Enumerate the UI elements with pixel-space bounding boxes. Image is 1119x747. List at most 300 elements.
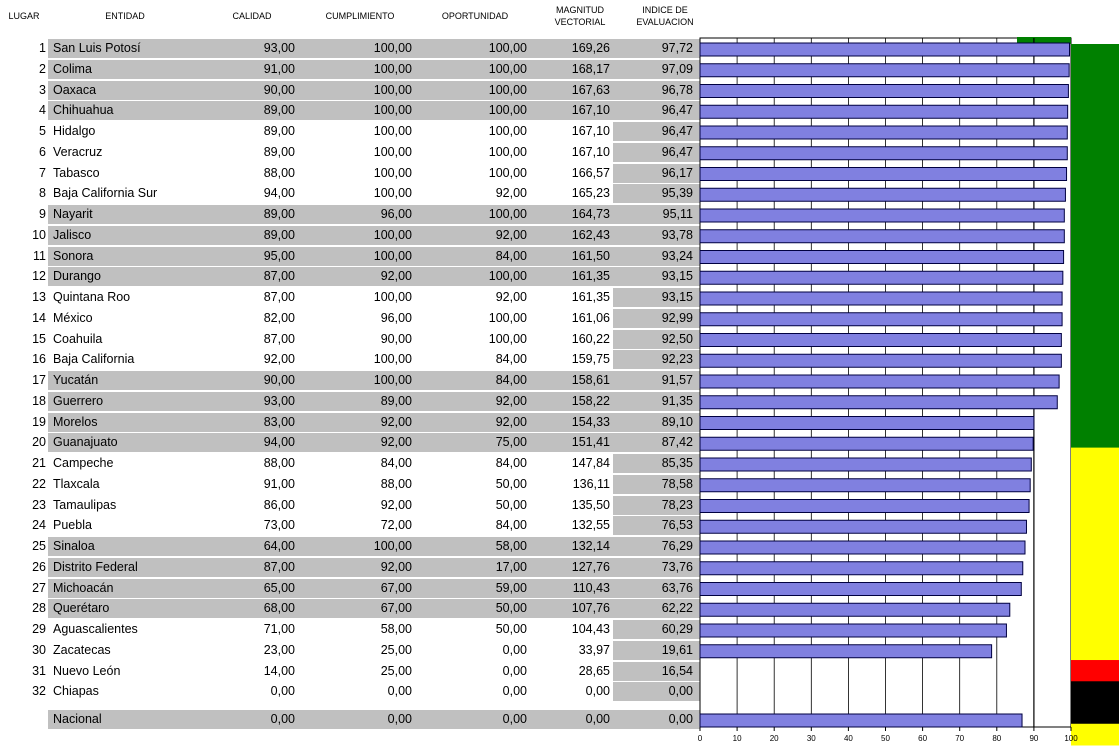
cell-lugar: 2 <box>39 61 46 76</box>
bar <box>700 43 1070 56</box>
cell-magnitud: 162,43 <box>571 227 610 242</box>
cell-indice: 0,00 <box>668 684 693 699</box>
cell-calidad: 89,00 <box>263 227 295 242</box>
cell-indice: 95,39 <box>661 186 693 201</box>
status-cell <box>1071 86 1119 108</box>
cell-lugar: 6 <box>39 144 46 159</box>
cell-lugar: 12 <box>32 269 46 284</box>
cell-oportunidad: 92,00 <box>495 227 527 242</box>
cell-indice: 92,99 <box>661 310 693 325</box>
bar <box>700 437 1033 450</box>
status-cell <box>1071 639 1119 661</box>
cell-oportunidad: 50,00 <box>495 497 527 512</box>
cell-calidad: 91,00 <box>263 61 295 76</box>
cell-lugar: 8 <box>39 186 46 201</box>
cell-magnitud: 167,10 <box>571 124 610 138</box>
status-cell <box>1071 469 1119 491</box>
cell-cumplimiento: 100,00 <box>373 539 412 553</box>
status-cell <box>1071 405 1119 427</box>
cell-magnitud: 107,76 <box>571 601 610 616</box>
cell-lugar: 10 <box>32 227 46 242</box>
cell-calidad: 73,00 <box>263 518 295 533</box>
cell-lugar: 18 <box>32 393 46 408</box>
cell-oportunidad: 50,00 <box>495 622 527 636</box>
cell-lugar: 13 <box>32 290 46 304</box>
cell-cumplimiento: 92,00 <box>380 414 412 429</box>
cell-oportunidad: 59,00 <box>495 580 527 595</box>
bar <box>700 334 1061 347</box>
cell-indice: 96,47 <box>661 103 693 118</box>
cell-calidad: 93,00 <box>263 41 295 55</box>
cell-entidad: Veracruz <box>53 144 103 159</box>
x-tick-label: 60 <box>918 734 928 743</box>
cell-cumplimiento: 67,00 <box>380 601 412 616</box>
cell-magnitud: 159,75 <box>571 352 610 367</box>
bar <box>700 126 1067 139</box>
cell-lugar: 25 <box>32 539 46 553</box>
cell-entidad: Zacatecas <box>53 642 111 657</box>
cell-cumplimiento: 72,00 <box>380 518 412 533</box>
cell-magnitud: 132,14 <box>571 539 610 553</box>
cell-magnitud: 154,33 <box>571 414 610 429</box>
cell-calidad: 65,00 <box>263 580 295 595</box>
cell-cumplimiento: 100,00 <box>373 124 412 138</box>
cell-magnitud: 132,55 <box>571 518 610 533</box>
cell-cumplimiento: 92,00 <box>380 269 412 284</box>
x-tick-label: 30 <box>806 734 816 743</box>
cell-indice: 78,23 <box>661 497 693 512</box>
cell-lugar: 14 <box>32 310 46 325</box>
cell-calidad: 88,00 <box>263 456 295 470</box>
bar <box>700 500 1029 513</box>
cell-entidad: Colima <box>53 61 92 76</box>
status-cell <box>1071 341 1119 363</box>
header-magnitud-line1: MAGNITUD <box>556 5 604 15</box>
status-cell <box>1071 724 1119 746</box>
cell-oportunidad: 84,00 <box>495 518 527 533</box>
cell-cumplimiento: 100,00 <box>373 248 412 263</box>
cell-entidad: Baja California Sur <box>53 186 158 201</box>
cell-indice: 93,78 <box>661 227 693 242</box>
status-cell <box>1071 596 1119 618</box>
cell-lugar: 30 <box>32 642 46 657</box>
cell-oportunidad: 100,00 <box>488 82 527 97</box>
status-cell <box>1071 65 1119 87</box>
cell-cumplimiento: 100,00 <box>373 373 412 387</box>
cell-cumplimiento: 96,00 <box>380 207 412 221</box>
cell-cumplimiento: 100,00 <box>373 290 412 304</box>
cell-indice: 63,76 <box>661 580 693 595</box>
cell-lugar: 29 <box>32 622 46 636</box>
cell-indice: 97,72 <box>661 41 693 55</box>
status-cell <box>1071 235 1119 257</box>
bar <box>700 624 1006 637</box>
cell-oportunidad: 92,00 <box>495 186 527 201</box>
cell-cumplimiento: 100,00 <box>373 165 412 180</box>
bar <box>700 271 1063 284</box>
x-tick-label: 50 <box>881 734 890 743</box>
cell-indice: 91,35 <box>661 393 693 408</box>
cell-indice: 76,53 <box>661 518 693 533</box>
bar <box>700 64 1069 77</box>
cell-lugar: 17 <box>32 373 46 387</box>
cell-oportunidad: 100,00 <box>488 124 527 138</box>
cell-lugar: 23 <box>32 497 46 512</box>
status-cell <box>1071 575 1119 597</box>
cell-cumplimiento: 100,00 <box>373 352 412 367</box>
cell-indice: 96,78 <box>661 82 693 97</box>
cell-lugar: 15 <box>32 331 46 346</box>
cell-lugar: 16 <box>32 352 46 367</box>
cell-cumplimiento: 100,00 <box>373 227 412 242</box>
status-cell <box>1071 490 1119 512</box>
header-lugar: LUGAR <box>8 11 40 21</box>
status-cell <box>1071 150 1119 172</box>
cell-oportunidad: 0,00 <box>502 663 527 678</box>
cell-calidad: 89,00 <box>263 124 295 138</box>
cell-lugar: 28 <box>32 601 46 616</box>
cell-calidad: 89,00 <box>263 144 295 159</box>
cell-entidad: Nayarit <box>53 207 93 221</box>
cell-cumplimiento: 67,00 <box>380 580 412 595</box>
status-cell <box>1071 703 1119 725</box>
cell-magnitud: 158,61 <box>571 373 610 387</box>
status-cell <box>1071 278 1119 300</box>
bar <box>700 105 1068 118</box>
cell-magnitud: 161,50 <box>571 248 610 263</box>
x-tick-label: 80 <box>992 734 1002 743</box>
cell-magnitud: 164,73 <box>571 207 610 221</box>
cell-entidad: Chiapas <box>53 684 99 699</box>
cell-lugar: 19 <box>32 414 46 429</box>
cell-magnitud: 169,26 <box>571 41 610 55</box>
cell-calidad: 92,00 <box>263 352 295 367</box>
status-cell <box>1071 533 1119 555</box>
cell-indice: 76,29 <box>661 539 693 553</box>
cell-oportunidad: 100,00 <box>488 310 527 325</box>
cell-magnitud: 136,11 <box>572 476 610 491</box>
cell-cumplimiento: 100,00 <box>373 144 412 159</box>
status-cell <box>1071 299 1119 321</box>
cell-lugar: 24 <box>32 518 46 533</box>
cell-oportunidad: 75,00 <box>495 435 527 450</box>
cell-oportunidad: 100,00 <box>488 207 527 221</box>
cell-entidad: Hidalgo <box>53 124 96 138</box>
bar <box>700 645 992 658</box>
cell-oportunidad: 100,00 <box>488 103 527 118</box>
cell-indice: 96,47 <box>661 144 693 159</box>
header-indice-line1: INDICE DE <box>642 5 688 15</box>
bar <box>700 396 1057 409</box>
x-tick-label: 90 <box>1029 734 1039 743</box>
status-cell <box>1071 171 1119 193</box>
cell-entidad: Guerrero <box>53 393 104 408</box>
x-tick-label: 0 <box>697 734 703 743</box>
bar <box>700 168 1067 181</box>
cell-lugar: 20 <box>32 435 46 450</box>
cell-oportunidad: 84,00 <box>495 456 527 470</box>
cell-cumplimiento: 100,00 <box>373 103 412 118</box>
cell-magnitud: 0,00 <box>585 684 610 699</box>
x-tick-label: 100 <box>1064 734 1078 743</box>
x-tick-label: 10 <box>732 734 742 743</box>
cell-calidad: 68,00 <box>263 601 295 616</box>
bar <box>700 251 1064 264</box>
cell-entidad: Morelos <box>53 414 98 429</box>
cell-entidad: Durango <box>53 269 101 284</box>
cell-lugar: 3 <box>39 82 46 97</box>
cell-magnitud: 127,76 <box>571 559 610 574</box>
bar <box>700 85 1068 98</box>
cell-entidad: Tlaxcala <box>53 476 100 491</box>
cell-lugar: 9 <box>39 207 46 221</box>
bar <box>700 520 1026 533</box>
status-cell <box>1071 108 1119 130</box>
bar <box>700 292 1062 305</box>
cell-calidad: 87,00 <box>263 290 295 304</box>
bar <box>700 417 1034 430</box>
cell-oportunidad: 100,00 <box>488 41 527 55</box>
bar <box>700 354 1061 367</box>
x-tick-label: 40 <box>843 734 853 743</box>
cell-entidad: Distrito Federal <box>53 559 138 574</box>
cell-calidad: 71,00 <box>263 622 295 636</box>
cell-calidad: 23,00 <box>263 642 295 657</box>
bar <box>700 313 1062 326</box>
cell-calidad: 0,00 <box>270 684 295 699</box>
cell-calidad: 14,00 <box>263 663 295 678</box>
cell-cumplimiento: 100,00 <box>373 61 412 76</box>
cell-magnitud: 167,10 <box>571 103 610 118</box>
cell-indice: 92,23 <box>661 352 693 367</box>
cell-magnitud: 167,63 <box>571 82 610 97</box>
cell-lugar: 5 <box>39 124 46 138</box>
cell-oportunidad: 50,00 <box>495 476 527 491</box>
cell-oportunidad: 17,00 <box>495 559 527 574</box>
cell-oportunidad: 100,00 <box>488 269 527 284</box>
cell-calidad: 91,00 <box>263 476 295 491</box>
cell-entidad: Campeche <box>53 456 114 470</box>
cell-indice: 93,24 <box>661 248 693 263</box>
cell-cumplimiento: 25,00 <box>380 642 412 657</box>
cell-cumplimiento: 92,00 <box>380 497 412 512</box>
cell-entidad: Guanajuato <box>53 435 118 450</box>
cell-cumplimiento: 84,00 <box>380 456 412 470</box>
cell-cumplimiento: 90,00 <box>380 331 412 346</box>
bar <box>700 375 1059 388</box>
cell-magnitud: 151,41 <box>571 435 610 450</box>
x-tick-label: 70 <box>955 734 965 743</box>
status-cell <box>1071 363 1119 385</box>
status-cell <box>1071 384 1119 406</box>
cell-indice: 93,15 <box>661 269 693 284</box>
bar <box>700 714 1022 727</box>
cell-indice: 93,15 <box>661 290 693 304</box>
cell-indice: 96,47 <box>661 124 693 138</box>
cell-lugar: 1 <box>39 41 46 55</box>
header-entidad: ENTIDAD <box>105 11 145 21</box>
status-cell <box>1071 214 1119 236</box>
status-cell <box>1071 193 1119 215</box>
cell-cumplimiento: 58,00 <box>380 622 412 636</box>
cell-lugar: 22 <box>32 476 46 491</box>
cell-oportunidad: 100,00 <box>488 144 527 159</box>
status-cell <box>1071 44 1119 66</box>
cell-magnitud: 135,50 <box>571 497 610 512</box>
cell-entidad: Michoacán <box>53 580 114 595</box>
cell-entidad: San Luis Potosí <box>53 41 141 55</box>
header-magnitud-line2: VECTORIAL <box>554 17 606 27</box>
cell-magnitud: 158,22 <box>571 393 610 408</box>
cell-magnitud: 161,35 <box>571 269 610 284</box>
cell-lugar: 26 <box>32 559 46 574</box>
cell-indice: 92,50 <box>661 331 693 346</box>
bar <box>700 562 1023 575</box>
cell-indice: 16,54 <box>661 663 693 678</box>
cell-entidad: Quintana Roo <box>53 290 131 304</box>
status-cell <box>1071 511 1119 533</box>
bar <box>700 188 1065 201</box>
cell-magnitud: 33,97 <box>578 642 610 657</box>
bar <box>700 458 1031 471</box>
cell-lugar: 27 <box>32 580 46 595</box>
cell-magnitud: 160,22 <box>571 331 610 346</box>
cell-cumplimiento: 88,00 <box>380 476 412 491</box>
cell-entidad: Sinaloa <box>53 539 95 553</box>
cell-calidad: 64,00 <box>263 539 295 553</box>
bar <box>700 583 1021 596</box>
cell-magnitud: 147,84 <box>571 456 610 470</box>
cell-calidad: 83,00 <box>263 414 295 429</box>
cell-oportunidad: 100,00 <box>488 165 527 180</box>
cell-indice: 95,11 <box>662 207 693 221</box>
cell-entidad: Sonora <box>53 248 94 263</box>
cell-cumplimiento: 100,00 <box>373 186 412 201</box>
cell-lugar: 4 <box>39 103 46 118</box>
cell-entidad: Nacional <box>53 712 102 726</box>
cell-magnitud: 165,23 <box>571 186 610 201</box>
status-cell <box>1071 660 1119 682</box>
cell-magnitud: 28,65 <box>578 663 610 678</box>
cell-cumplimiento: 89,00 <box>380 393 412 408</box>
cell-calidad: 87,00 <box>263 331 295 346</box>
cell-calidad: 82,00 <box>263 310 295 325</box>
cell-lugar: 32 <box>32 684 46 699</box>
cell-lugar: 31 <box>32 663 46 678</box>
cell-entidad: Jalisco <box>53 227 92 242</box>
cell-indice: 89,10 <box>661 414 693 429</box>
cell-cumplimiento: 100,00 <box>373 82 412 97</box>
cell-indice: 0,00 <box>668 712 693 726</box>
cell-oportunidad: 0,00 <box>502 712 527 726</box>
cell-cumplimiento: 0,00 <box>387 684 412 699</box>
cell-oportunidad: 0,00 <box>502 684 527 699</box>
cell-calidad: 95,00 <box>263 248 295 263</box>
cell-entidad: Yucatán <box>53 373 99 387</box>
cell-indice: 96,17 <box>661 165 693 180</box>
cell-entidad: Tamaulipas <box>53 497 117 512</box>
cell-cumplimiento: 0,00 <box>387 712 412 726</box>
cell-calidad: 90,00 <box>263 82 295 97</box>
cell-oportunidad: 92,00 <box>495 393 527 408</box>
cell-entidad: Chihuahua <box>53 103 114 118</box>
status-cell <box>1071 426 1119 448</box>
cell-entidad: Aguascalientes <box>53 622 138 636</box>
cell-indice: 62,22 <box>661 601 693 616</box>
cell-entidad: Querétaro <box>53 601 110 616</box>
cell-entidad: Baja California <box>53 352 135 367</box>
cell-oportunidad: 50,00 <box>495 601 527 616</box>
cell-oportunidad: 92,00 <box>495 414 527 429</box>
bar <box>700 209 1064 222</box>
status-cell <box>1071 681 1119 703</box>
header-cumplimiento: CUMPLIMIENTO <box>325 11 395 21</box>
status-cell <box>1071 448 1119 470</box>
cell-calidad: 87,00 <box>263 559 295 574</box>
cell-calidad: 94,00 <box>263 435 295 450</box>
cell-entidad: Tabasco <box>53 165 100 180</box>
cell-magnitud: 161,35 <box>571 290 610 304</box>
status-cell <box>1071 320 1119 342</box>
cell-cumplimiento: 92,00 <box>380 435 412 450</box>
cell-calidad: 89,00 <box>263 103 295 118</box>
bar <box>700 230 1064 243</box>
cell-magnitud: 168,17 <box>571 61 610 76</box>
cell-magnitud: 0,00 <box>585 712 610 726</box>
cell-oportunidad: 92,00 <box>495 290 527 304</box>
header-oportunidad: OPORTUNIDAD <box>441 11 509 21</box>
cell-calidad: 88,00 <box>263 165 295 180</box>
cell-oportunidad: 0,00 <box>502 642 527 657</box>
x-tick-label: 20 <box>769 734 779 743</box>
cell-calidad: 93,00 <box>263 393 295 408</box>
cell-entidad: Coahuila <box>53 331 103 346</box>
cell-magnitud: 104,43 <box>571 622 610 636</box>
cell-magnitud: 166,57 <box>571 165 610 180</box>
cell-magnitud: 110,43 <box>572 580 610 595</box>
cell-indice: 87,42 <box>661 435 693 450</box>
cell-cumplimiento: 25,00 <box>380 663 412 678</box>
cell-oportunidad: 84,00 <box>495 248 527 263</box>
cell-cumplimiento: 92,00 <box>380 559 412 574</box>
cell-lugar: 7 <box>39 165 46 180</box>
cell-lugar: 21 <box>32 456 46 470</box>
cell-entidad: Oaxaca <box>53 82 97 97</box>
cell-calidad: 90,00 <box>263 373 295 387</box>
cell-indice: 91,57 <box>661 373 693 387</box>
cell-indice: 60,29 <box>661 622 693 636</box>
status-cell <box>1071 618 1119 640</box>
bar <box>700 147 1067 160</box>
cell-calidad: 94,00 <box>263 186 295 201</box>
cell-indice: 97,09 <box>661 61 693 76</box>
cell-oportunidad: 100,00 <box>488 331 527 346</box>
cell-calidad: 89,00 <box>263 207 295 221</box>
bar <box>700 541 1025 554</box>
cell-calidad: 86,00 <box>263 497 295 512</box>
cell-magnitud: 167,10 <box>571 144 610 159</box>
cell-lugar: 11 <box>33 248 46 263</box>
status-cell <box>1071 129 1119 151</box>
cell-calidad: 87,00 <box>263 269 295 284</box>
cell-entidad: México <box>53 310 93 325</box>
cell-indice: 19,61 <box>661 642 693 657</box>
cell-cumplimiento: 96,00 <box>380 310 412 325</box>
cell-indice: 73,76 <box>661 559 693 574</box>
cell-oportunidad: 84,00 <box>495 373 527 387</box>
cell-entidad: Nuevo León <box>53 663 121 678</box>
status-cell <box>1071 256 1119 278</box>
